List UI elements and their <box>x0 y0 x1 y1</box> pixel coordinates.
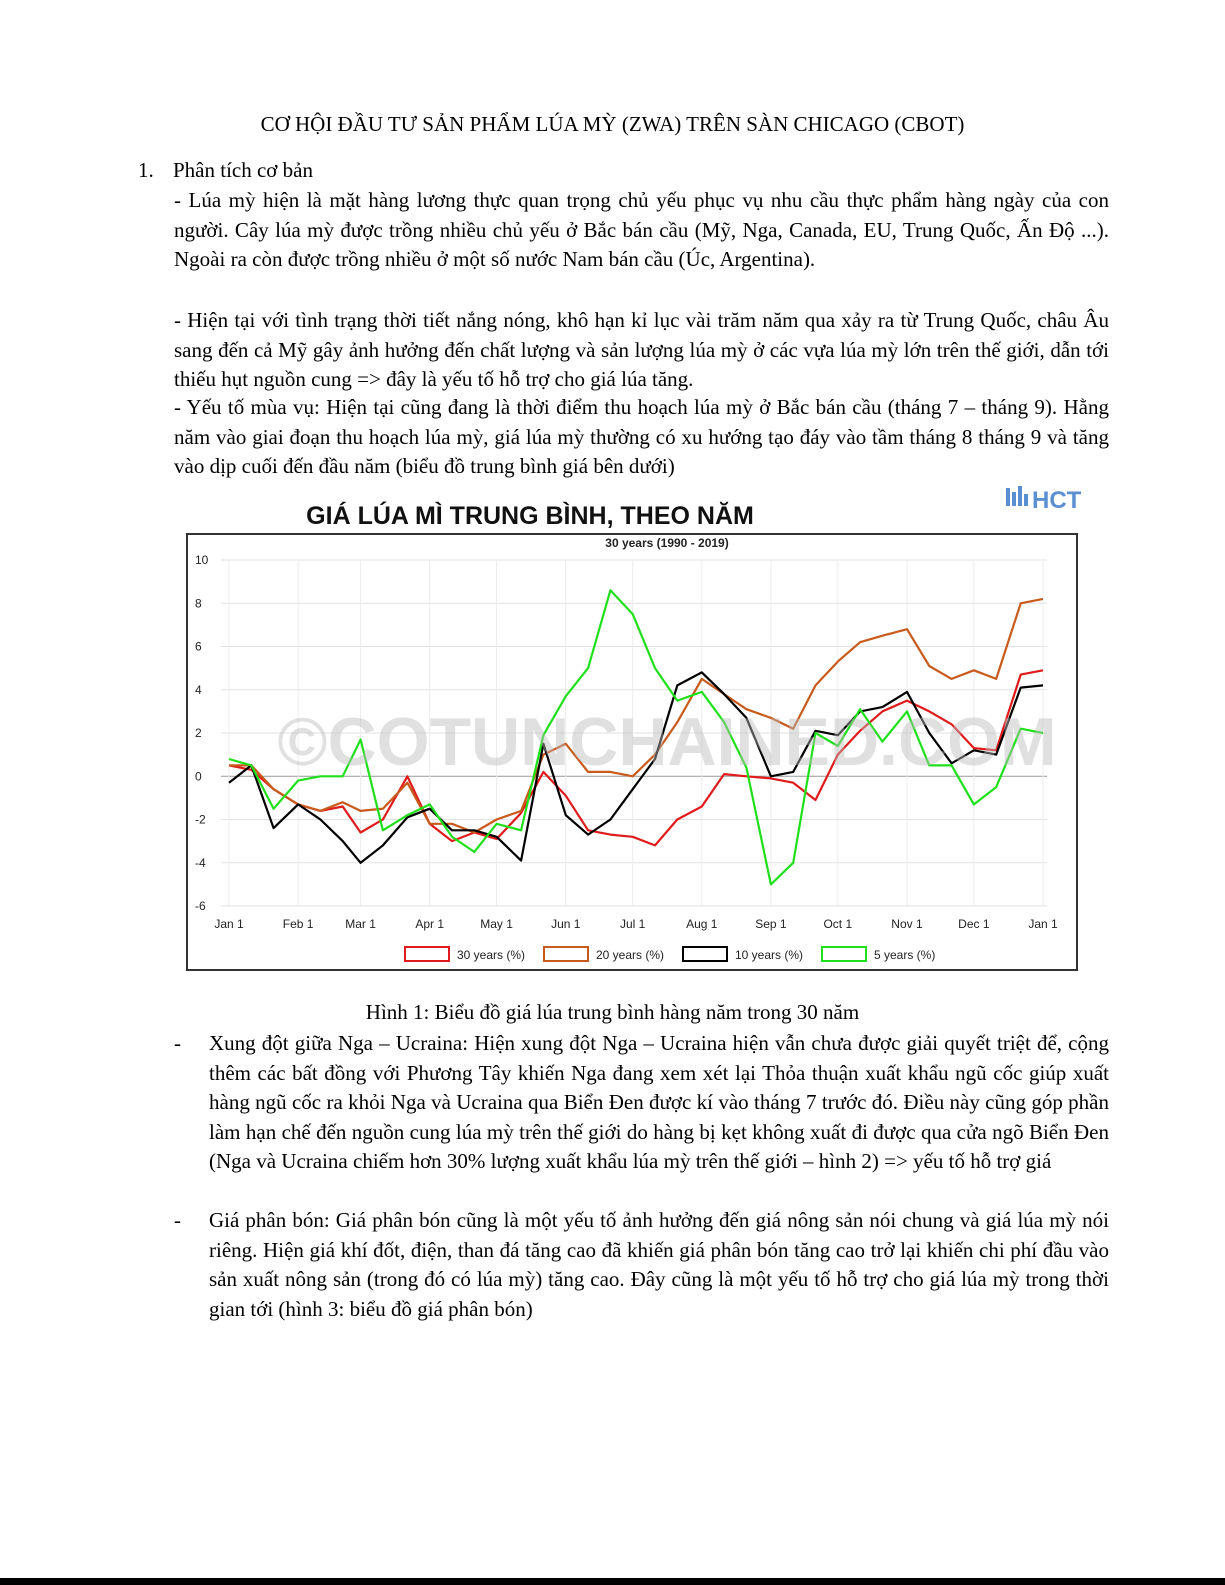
wheat-price-chart <box>180 484 1085 974</box>
bullet-text: Giá phân bón: Giá phân bón cũng là một yếu tố ảnh hưởng đến giá nông sản nói chung và giá lúa mỳ nói riêng. Hiện giá khí đốt, điện, than đá tăng cao đã khiến giá phân bón tăng cao trở lại khiến chi phí đầu vào sản xuất nông sản (trong đó có lúa mỳ) tăng cao. Đây cũng là một yếu tố hỗ trợ cho giá lúa mỳ trong thời gian tới (hình 3: biểu đồ giá phân bón) <box>209 1208 1109 1321</box>
x-tick-label: Jan 1 <box>1028 917 1058 931</box>
y-tick-label: 2 <box>195 726 202 740</box>
x-tick-label: Oct 1 <box>823 917 853 931</box>
hct-logo-text: HCT <box>1032 487 1082 514</box>
paragraph-wheat-overview: - Lúa mỳ hiện là mặt hàng lương thực quan trọng chủ yếu phục vụ nhu cầu thực phẩm hàng ngày của con người. Cây lúa mỳ được trồng nhiều chủ yếu ở Bắc bán cầu (Mỹ, Nga, Canada, EU, Trung Quốc, Ấn Độ ...). Ngoài ra còn được trồng nhiều ở một số nước Nam bán cầu (Úc, Argentina). <box>174 188 1109 271</box>
x-tick-label: Dec 1 <box>958 917 990 931</box>
legend-label: 30 years (%) <box>457 948 526 962</box>
y-tick-label: -6 <box>195 899 206 913</box>
section-title: Phân tích cơ bản <box>173 158 313 182</box>
x-tick-label: Jun 1 <box>551 917 581 931</box>
legend-label: 20 years (%) <box>596 948 665 962</box>
document-title: CƠ HỘI ĐẦU TƯ SẢN PHẨM LÚA MỲ (ZWA) TRÊN SÀN CHICAGO (CBOT) <box>260 112 965 136</box>
legend-swatch <box>405 947 449 961</box>
x-tick-label: Sep 1 <box>755 917 787 931</box>
x-tick-label: Aug 1 <box>686 917 718 931</box>
y-tick-label: -4 <box>195 855 206 870</box>
chart-watermark: ©COTUNCHAINED.COM <box>277 704 1057 780</box>
legend-label: 5 years (%) <box>874 948 936 962</box>
paragraph-seasonal: - Yếu tố mùa vụ: Hiện tại cũng đang là thời điểm thu hoạch lúa mỳ ở Bắc bán cầu (tháng 7 – tháng 9). Hằng năm vào giai đoạn thu hoạch lúa mỳ, giá lúa mỳ thường có xu hướng tạo đáy vào tầm tháng 8 tháng 9 và tăng vào dịp cuối đến đầu năm (biểu đồ trung bình giá bên dưới) <box>174 395 1109 478</box>
hct-logo-bar <box>1012 492 1016 506</box>
section-heading <box>138 158 313 183</box>
legend-swatch <box>544 947 588 961</box>
x-tick-label: Jul 1 <box>619 917 646 931</box>
legend-label: 10 years (%) <box>735 948 804 962</box>
hct-logo-bar <box>1006 488 1010 506</box>
hct-logo <box>1006 486 1082 514</box>
y-tick-label: -2 <box>195 812 206 827</box>
chart-subtitle: 30 years (1990 - 2019) <box>605 536 729 550</box>
page-bottom-rule <box>0 1578 1225 1585</box>
y-tick-label: 6 <box>195 639 202 654</box>
bullet-text: Xung đột giữa Nga – Ucraina: Hiện xung đột Nga – Ucraina hiện vẫn chưa được giải quyết triệt để, cộng thêm các bất đồng với Phương Tây khiến Nga đang xem xét lại Thỏa thuận xuất khẩu ngũ cốc giúp xuất hàng ngũ cốc ra khỏi Nga và Ucraina qua Biển Đen được kí vào tháng 7 trước đó. Điều này cũng góp phần làm hạn chế đến nguồn cung lúa mỳ trên thế giới do hàng bị kẹt không xuất đi được qua cửa ngõ Biển Đen (Nga và Ucraina chiếm hơn 30% lượng xuất khẩu lúa mỳ trên thế giới – hình 2) => yếu tố hỗ trợ giá <box>209 1031 1109 1173</box>
x-tick-label: May 1 <box>480 917 513 931</box>
x-tick-label: Jan 1 <box>214 917 244 931</box>
y-tick-label: 4 <box>195 682 202 697</box>
bullet-fertilizer <box>174 1206 1109 1324</box>
wheat-price-chart-figure <box>180 484 1085 974</box>
y-tick-label: 8 <box>195 596 202 611</box>
section-number: 1. <box>138 158 154 182</box>
y-tick-label: 0 <box>195 769 202 784</box>
hct-logo-bar <box>1024 494 1028 506</box>
hct-logo-bar <box>1018 486 1022 506</box>
paragraph-weather: - Hiện tại với tình trạng thời tiết nắng nóng, khô hạn kỉ lục vài trăm năm qua xảy ra từ Trung Quốc, châu Âu sang đến cả Mỹ gây ảnh hưởng đến chất lượng và sản lượng lúa mỳ ở các vựa lúa mỳ lớn trên thế giới, dẫn tới thiếu hụt nguồn cung => đây là yếu tố hỗ trợ cho giá lúa tăng. <box>174 308 1109 391</box>
chart-title: GIÁ LÚA MÌ TRUNG BÌNH, THEO NĂM <box>306 502 754 530</box>
figure-caption: Hình 1: Biểu đồ giá lúa trung bình hàng năm trong 30 năm <box>365 1000 860 1024</box>
x-tick-label: Mar 1 <box>345 917 376 931</box>
bullet-dash: - <box>174 1208 181 1232</box>
legend-swatch <box>683 947 727 961</box>
y-tick-label: 10 <box>195 553 209 567</box>
x-tick-label: Nov 1 <box>891 917 923 931</box>
x-tick-label: Apr 1 <box>415 917 445 931</box>
bullet-russia-ukraine <box>174 1029 1109 1177</box>
bullet-dash: - <box>174 1031 181 1055</box>
x-tick-label: Feb 1 <box>282 917 314 931</box>
legend-swatch <box>822 947 866 961</box>
